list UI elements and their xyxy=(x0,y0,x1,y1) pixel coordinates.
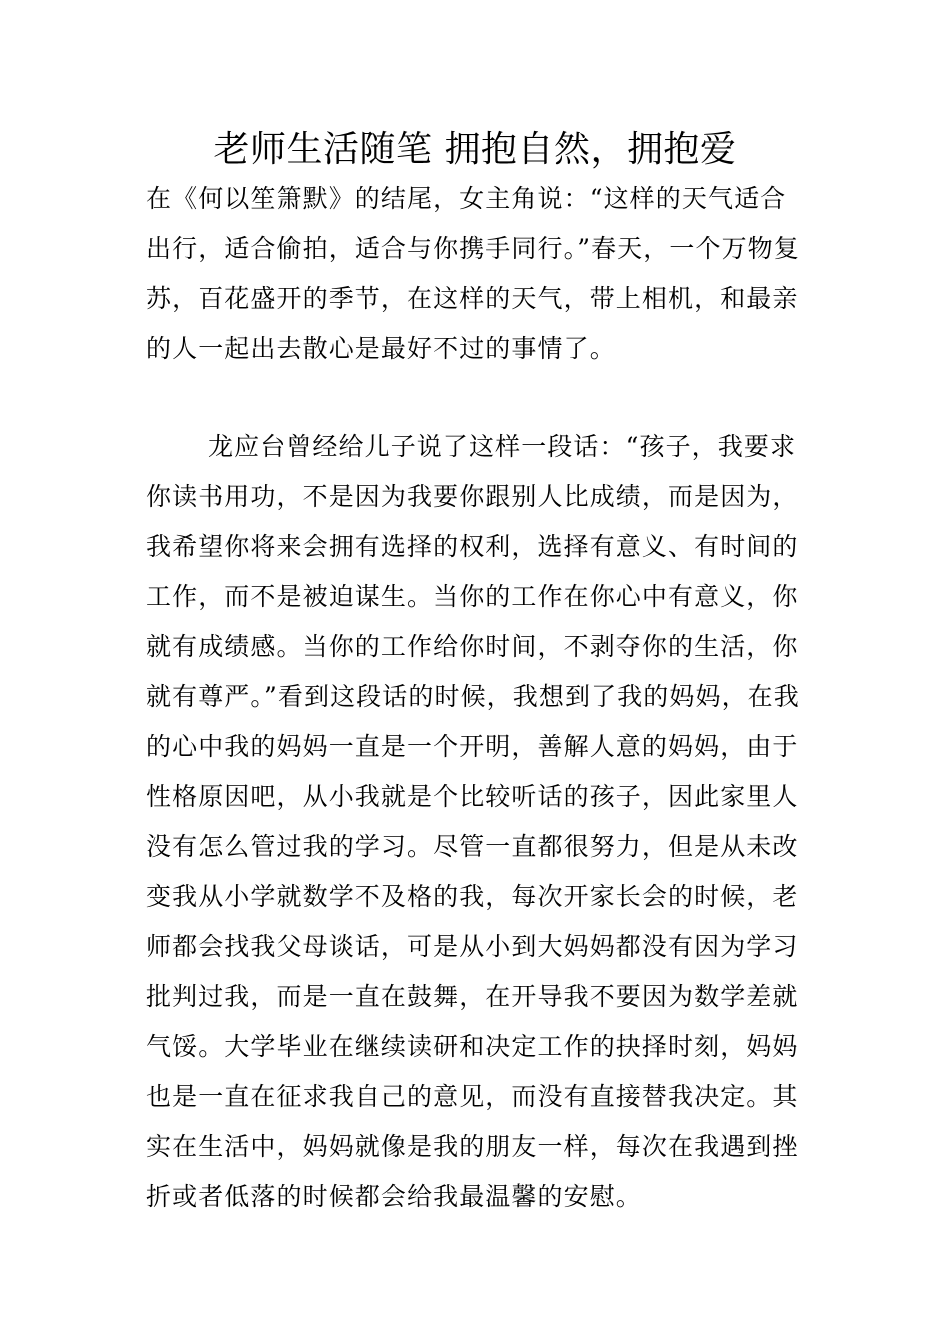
paragraph-mother: 龙应台曾经给儿子说了这样一段话：“孩子，我要求你读书用功，不是因为我要你跟别人比成绩，而是因为，我希望你将来会拥有选择的权利，选择有意义、有时间的工作，而不是被迫谋生。当你的工作在你心中有意义，你就有成绩感。当你的工作给你时间，不剥夺你的生活，你就有尊严。”看到这段话的时候，我想到了我的妈妈，在我的心中我的妈妈一直是一个开明，善解人意的妈妈，由于性格原因吧，从小我就是个比较听话的孩子，因此家里人没有怎么管过我的学习。尽管一直都很努力，但是从未改变我从小学就数学不及格的我，每次开家长会的时候，老师都会找我父母谈话，可是从小到大妈妈都没有因为学习批判过我，而是一直在鼓舞，在开导我不要因为数学差就气馁。大学毕业在继续读研和决定工作的抉择时刻，妈妈也是一直在征求我自己的意见，而没有直接替我决定。其实在生活中，妈妈就像是我的朋友一样，每次在我遇到挫折或者低落的时候都会给我最温馨的安慰。 xyxy=(146,432,800,1211)
paragraph-intro: 在《何以笙箫默》的结尾，女主角说：“这样的天气适合出行，适合偷拍，适合与你携手同行。”春天，一个万物复苏，百花盛开的季节，在这样的天气，带上相机，和最亲的人一起出去散心是最好不过的事情了。 xyxy=(146,184,800,363)
document-title: 老师生活随笔 拥抱自然，拥抱爱 xyxy=(213,129,737,170)
